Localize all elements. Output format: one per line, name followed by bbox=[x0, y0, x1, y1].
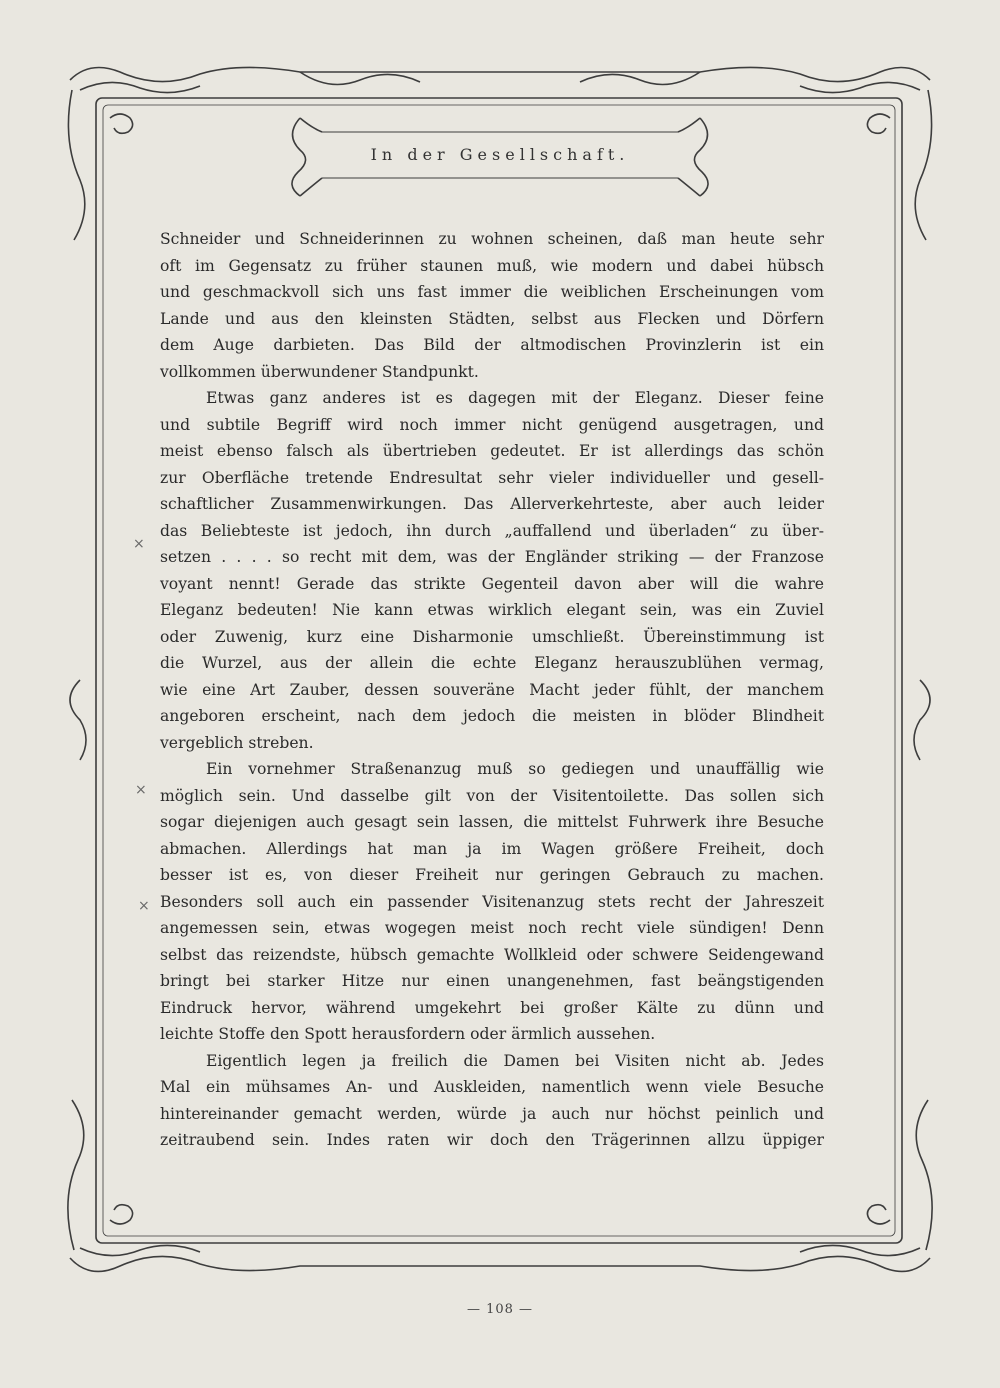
text-line: abmachen. Allerdings hat man ja im Wagen größere Freiheit, doch bbox=[160, 839, 824, 858]
pencil-margin-mark: × bbox=[133, 536, 145, 552]
text-line: dem Auge darbieten. Das Bild der altmodischen Provinzlerin ist ein bbox=[160, 336, 824, 354]
text-line: Eindruck hervor, während umgekehrt bei großer Kälte zu dünn und bbox=[160, 998, 824, 1017]
page-number: — 108 — bbox=[466, 1302, 534, 1317]
text-line: besser ist es, von dieser Freiheit nur geringen Gebrauch zu machen. bbox=[160, 866, 824, 884]
paragraph-1 bbox=[160, 226, 824, 385]
text-line: hintereinander gemacht werden, würde ja auch nur höchst peinlich und bbox=[160, 1104, 824, 1123]
text-line: zeitraubend sein. Indes raten wir doch den Trägerinnen allzu üppiger bbox=[160, 1131, 824, 1149]
text-line: sogar diejenigen auch gesagt sein lassen, die mittelst Fuhrwerk ihre Besuche bbox=[160, 813, 824, 831]
text-line: wie eine Art Zauber, dessen souveräne Macht jeder fühlt, der manchem bbox=[160, 680, 824, 699]
text-line: selbst das reizendste, hübsch gemachte Wollkleid oder schwere Seidengewand bbox=[160, 945, 824, 964]
text-line: vergeblich streben. bbox=[160, 733, 314, 752]
text-line: schaftlicher Zusammenwirkungen. Das Allerverkehrteste, aber auch leider bbox=[160, 495, 824, 513]
text-line: zur Oberfläche tretende Endresultat sehr vieler individueller und gesell- bbox=[160, 468, 824, 487]
text-line: vollkommen überwundener Standpunkt. bbox=[160, 362, 479, 381]
text-line: möglich sein. Und dasselbe gilt von der Visitentoilette. Das sollen sich bbox=[160, 786, 824, 805]
text-line: oft im Gegensatz zu früher staunen muß, wie modern und dabei hübsch bbox=[160, 256, 824, 275]
pencil-margin-mark: × bbox=[135, 782, 147, 798]
paragraph-4 bbox=[160, 1048, 824, 1154]
text-line: Besonders soll auch ein passender Visitenanzug stets recht der Jahreszeit bbox=[160, 892, 824, 911]
text-line: und geschmackvoll sich uns fast immer die weiblichen Erscheinungen vom bbox=[160, 283, 824, 301]
text-line: Lande und aus den kleinsten Städten, selbst aus Flecken und Dörfern bbox=[160, 309, 824, 328]
text-line: Etwas ganz anderes ist es dagegen mit der Eleganz. Dieser feine bbox=[206, 389, 824, 407]
pencil-margin-mark: × bbox=[138, 898, 150, 914]
text-line: oder Zuwenig, kurz eine Disharmonie umschließt. Übereinstimmung ist bbox=[160, 627, 824, 646]
text-line: meist ebenso falsch als übertrieben gedeutet. Er ist allerdings das schön bbox=[160, 442, 824, 460]
text-line: angeboren erscheint, nach dem jedoch die meisten in blöder Blindheit bbox=[160, 707, 824, 725]
text-line: das Beliebteste ist jedoch, ihn durch „auffallend und überladen“ zu über- bbox=[160, 521, 824, 540]
article-body bbox=[160, 226, 824, 1154]
text-line: angemessen sein, etwas wogegen meist noch recht viele sündigen! Denn bbox=[160, 919, 824, 937]
text-line: die Wurzel, aus der allein die echte Eleganz herauszublühen vermag, bbox=[160, 654, 824, 672]
text-line: voyant nennt! Gerade das strikte Gegenteil davon aber will die wahre bbox=[160, 574, 824, 593]
page-header-title: In der Gesellschaft. bbox=[370, 145, 630, 164]
text-line: Eleganz bedeuten! Nie kann etwas wirklich elegant sein, was ein Zuviel bbox=[160, 601, 824, 619]
text-line: bringt bei starker Hitze nur einen unangenehmen, fast beängstigenden bbox=[160, 972, 824, 990]
text-line: leichte Stoffe den Spott herausfordern oder ärmlich aussehen. bbox=[160, 1025, 656, 1043]
text-line: und subtile Begriff wird noch immer nicht genügend ausgetragen, und bbox=[160, 415, 824, 434]
text-line: Ein vornehmer Straßenanzug muß so gediegen und unauffällig wie bbox=[206, 760, 824, 778]
text-line: setzen . . . . so recht mit dem, was der Engländer striking — der Franzose bbox=[160, 548, 824, 566]
paragraph-2 bbox=[160, 385, 824, 756]
text-line: Schneider und Schneiderinnen zu wohnen scheinen, daß man heute sehr bbox=[160, 230, 824, 248]
text-line: Mal ein mühsames An- und Auskleiden, namentlich wenn viele Besuche bbox=[160, 1078, 824, 1096]
paragraph-3 bbox=[160, 756, 824, 1048]
text-line: Eigentlich legen ja freilich die Damen bei Visiten nicht ab. Jedes bbox=[206, 1051, 824, 1070]
